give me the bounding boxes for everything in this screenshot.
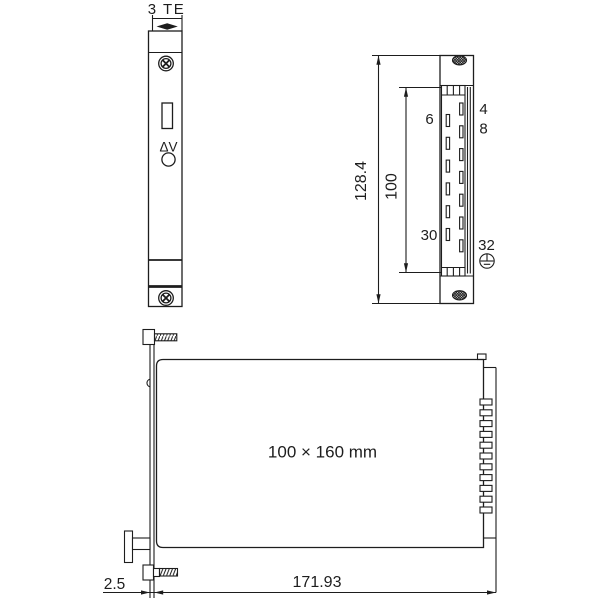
phillips-screw-icon [159,291,174,306]
pin-label-4: 4 [479,101,488,118]
depth-label: 171.93 [292,574,342,591]
panel-screw-bottom [143,565,178,580]
pin-label-30: 30 [420,227,438,244]
dimension-arrow-icon [157,23,178,30]
panel-hole [162,153,175,166]
dimension-arrow-icon [141,590,150,594]
panel-screw-top [143,330,177,345]
pin-column-left [446,115,449,241]
hatched-screw-icon [453,56,467,65]
board-side-view [103,330,496,599]
screw-head [143,565,154,580]
threaded-shaft-icon [155,334,177,341]
connector-pins [480,399,492,513]
overall-height-label: 128.4 [353,160,370,202]
panel-slot [162,103,173,129]
dimension-arrow-icon [154,590,163,594]
threaded-shaft-icon [160,569,178,577]
phillips-screw-icon [159,56,174,71]
connector-side-view [353,56,495,304]
dimension-arrow-icon [487,590,496,594]
connector-body [442,86,466,277]
board-size-label: 100 × 160 mm [267,442,378,462]
protective-earth-icon [480,254,494,268]
pin-label-8: 8 [479,120,488,138]
screw-neck [154,569,160,577]
front-view [148,1,185,307]
screw-head [143,330,155,345]
pin-column-right [460,103,463,252]
handle-arm [133,538,151,550]
pin-label-32: 32 [478,237,495,254]
dimension-arrow-icon [376,56,380,65]
dimension-arrow-icon [376,294,380,303]
front-width-dim-label: 3 TE [147,1,186,18]
dim-bottom [103,574,496,595]
hatched-screw-icon [453,291,467,300]
pin-label-6: 6 [425,111,434,128]
extraction-handle [125,531,151,563]
dimension-arrow-icon [404,88,408,97]
module-outline [440,56,474,304]
dimension-arrow-icon [404,263,408,272]
panel-thickness-label: 2.5 [103,576,126,593]
delta-v-label: ΔV [159,139,178,155]
connector-tab [478,354,487,360]
handle-grip [125,531,133,563]
connector-height-label: 100 [383,173,401,200]
front-panel-outline [149,31,183,307]
